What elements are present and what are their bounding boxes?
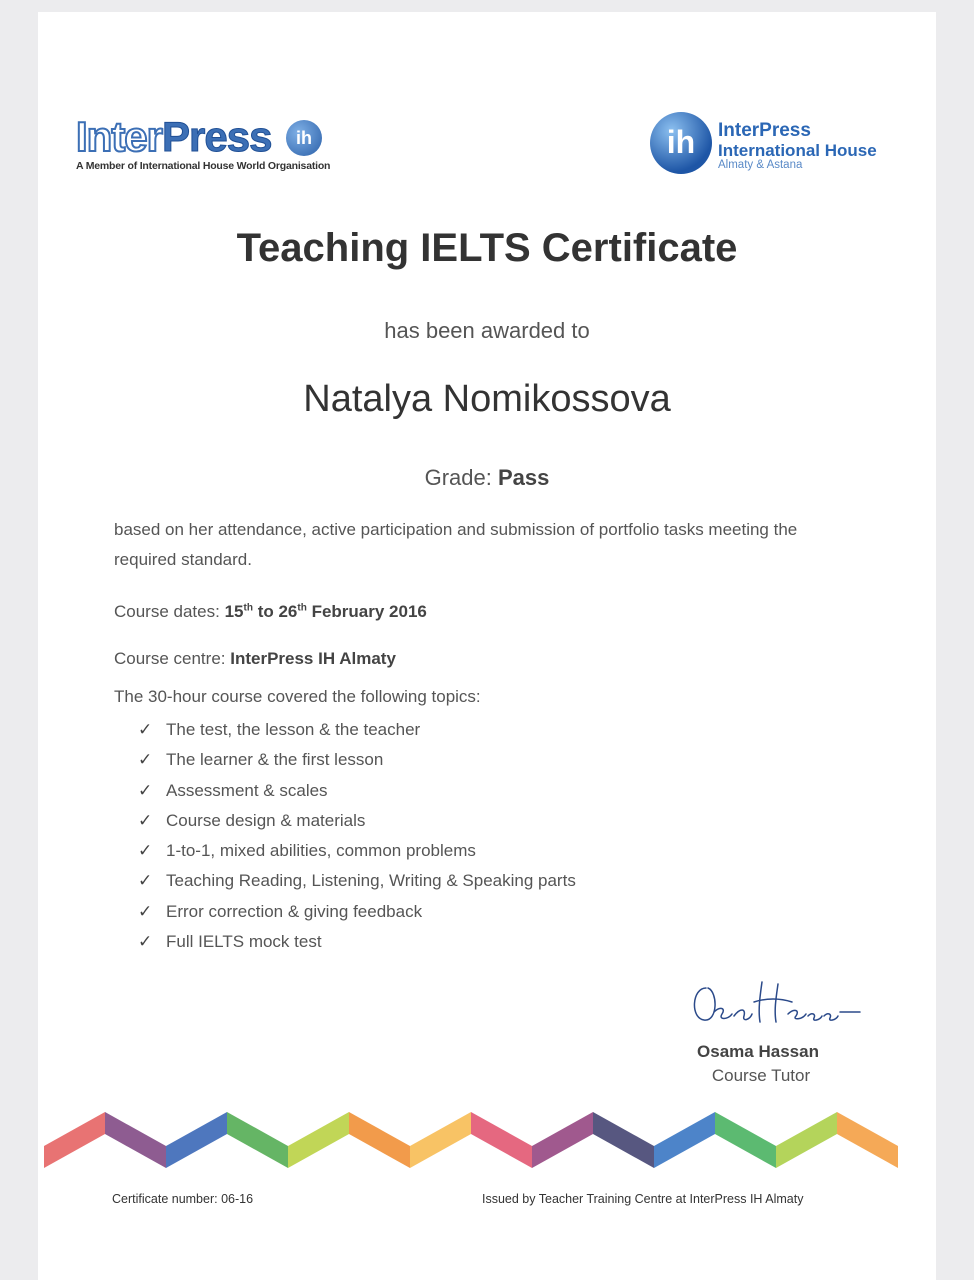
band-segment: [715, 1112, 776, 1168]
band-segment: [776, 1112, 837, 1168]
course-dates: [114, 602, 427, 622]
interpress-logo-left: [76, 114, 336, 178]
band-segment: [288, 1112, 349, 1168]
list-item: [138, 927, 576, 957]
band-segment: [837, 1112, 898, 1168]
month-year: February 2016: [311, 602, 427, 621]
signer-name: Osama Hassan: [697, 1042, 819, 1061]
course-centre-label: Course centre:: [114, 649, 226, 668]
band-segment: [44, 1112, 105, 1168]
certificate-page: [38, 12, 936, 1280]
band-segment: [471, 1112, 532, 1168]
topic-text: The learner & the first lesson: [166, 750, 384, 770]
logo-line-location: Almaty & Astana: [718, 159, 803, 171]
interpress-ih-logo-right: [650, 112, 890, 182]
interpress-wordmark: [76, 114, 271, 160]
course-dates-label: Course dates:: [114, 602, 220, 621]
band-segment: [410, 1112, 471, 1168]
course-centre-value: InterPress IH Almaty: [230, 649, 396, 668]
band-segment: [227, 1112, 288, 1168]
wordmark-inter: Inter: [76, 113, 163, 160]
start-day: 15: [224, 602, 244, 621]
topic-text: Error correction & giving feedback: [166, 901, 423, 921]
band-segment: [349, 1112, 410, 1168]
decorative-zigzag-band: [44, 1102, 898, 1174]
topic-text: The test, the lesson & the teacher: [166, 720, 421, 739]
list-item: [138, 836, 576, 866]
list-item: [138, 745, 576, 775]
check-icon: ✓: [138, 810, 153, 830]
course-centre: [114, 649, 396, 669]
grade-line: [38, 465, 936, 491]
band-segment: [654, 1112, 715, 1168]
wordmark-press: Press: [162, 113, 272, 160]
awarded-to-text: has been awarded to: [384, 318, 590, 343]
topic-text: Course design & materials: [166, 810, 366, 830]
signature-image: [684, 974, 864, 1034]
check-icon: ✓: [138, 750, 153, 770]
logo-tagline: A Member of International House World Organisation: [76, 160, 331, 172]
check-icon: ✓: [138, 871, 153, 891]
topics-list: [138, 715, 576, 957]
logo-line-international-house: International House: [718, 141, 877, 160]
grade-value: Pass: [498, 465, 550, 490]
topic-text: Assessment & scales: [166, 780, 328, 800]
list-item: [138, 897, 576, 927]
band-segment: [166, 1112, 227, 1168]
check-icon: ✓: [138, 932, 153, 952]
signer-role: Course Tutor: [711, 1066, 811, 1085]
recipient-name: Natalya Nomikossova: [303, 378, 671, 420]
grade-label: Grade:: [424, 465, 492, 490]
list-item: [138, 866, 576, 896]
list-item: [138, 806, 576, 836]
band-segment: [105, 1112, 166, 1168]
logo-line-interpress: InterPress: [718, 120, 811, 141]
ih-badge-icon: ih: [286, 120, 322, 156]
start-suffix: th: [243, 602, 253, 614]
topic-text: Full IELTS mock test: [166, 932, 322, 952]
certificate-number: Certificate number: 06-16: [112, 1192, 254, 1206]
list-item: [138, 715, 576, 745]
check-icon: ✓: [138, 841, 153, 861]
course-dates-value: [225, 602, 427, 621]
topics-intro: The 30-hour course covered the following topics:: [114, 687, 481, 706]
band-segment: [593, 1112, 654, 1168]
end-suffix: th: [297, 602, 307, 614]
ih-globe-icon: ih: [650, 112, 712, 174]
band-segment: [532, 1112, 593, 1168]
topic-text: Teaching Reading, Listening, Writing & Speaking parts: [166, 871, 576, 891]
check-icon: ✓: [138, 720, 153, 739]
basis-paragraph: based on her attendance, active participation and submission of portfolio tasks meeting the required standard.: [114, 520, 798, 569]
list-item: [138, 776, 576, 806]
check-icon: ✓: [138, 780, 153, 800]
check-icon: ✓: [138, 901, 153, 921]
issued-by: Issued by Teacher Training Centre at InterPress IH Almaty: [482, 1192, 804, 1206]
end-day: 26: [278, 602, 298, 621]
dates-to: to: [257, 602, 274, 621]
topic-text: 1-to-1, mixed abilities, common problems: [166, 841, 476, 861]
certificate-title: Teaching IELTS Certificate: [236, 226, 738, 270]
